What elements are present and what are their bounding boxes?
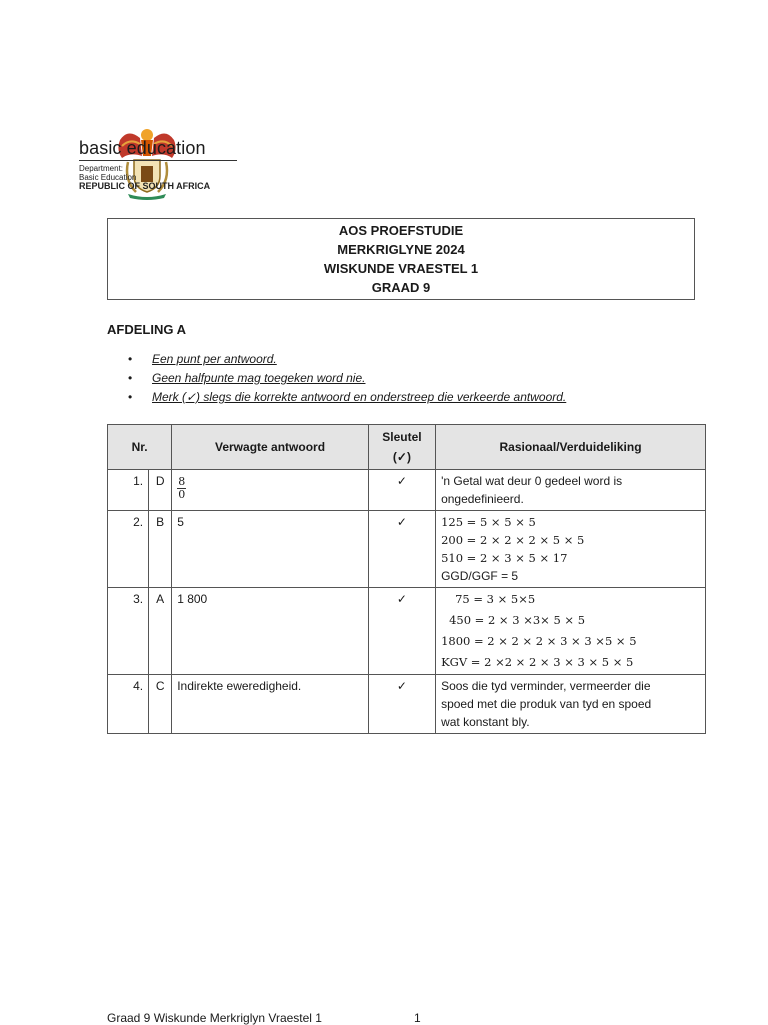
table-row	[108, 675, 706, 734]
header-key-line2: (✓)	[392, 450, 411, 464]
row-answer: Indirekte eweredigheid.	[172, 675, 369, 734]
header-rationale: Rasionaal/Verduideliking	[436, 425, 706, 470]
row-letter: A	[149, 588, 172, 675]
memorandum-table	[107, 424, 706, 734]
table-row	[108, 511, 706, 588]
rationale-line: KGV = 2 ×2 × 2 × 3 × 3 × 5 × 5	[441, 655, 634, 669]
row-letter: B	[149, 511, 172, 588]
row-number: 4.	[108, 675, 149, 734]
header-nr: Nr.	[108, 425, 172, 470]
table-row	[108, 588, 706, 675]
answer-fraction	[177, 476, 186, 501]
rationale-line: GGD/GGF = 5	[441, 569, 519, 583]
row-letter: D	[149, 470, 172, 511]
instruction-item: • Een punt per antwoord.	[128, 350, 688, 369]
header-answer: Verwagte antwoord	[172, 425, 369, 470]
row-answer: 5	[172, 511, 369, 588]
rationale-line: 125 = 5 × 5 × 5	[441, 515, 536, 529]
row-letter: C	[149, 675, 172, 734]
title-line-4: GRAAD 9	[371, 280, 431, 295]
section-title: AFDELING A	[107, 322, 186, 337]
rationale-line: ongedefinieerd.	[441, 492, 524, 506]
row-number: 3.	[108, 588, 149, 675]
instruction-list	[128, 350, 688, 407]
rationale-line: 'n Getal wat deur 0 gedeel word is	[441, 474, 623, 488]
row-rationale	[436, 470, 706, 511]
title-line-2: MERKRIGLYNE 2024	[337, 242, 465, 257]
fraction-numerator: 8	[178, 475, 186, 488]
document-title-box	[107, 218, 695, 300]
rationale-line: 450 = 2 × 3 ×3× 5 × 5	[449, 613, 586, 627]
brand-title: basic education	[79, 138, 206, 158]
row-check: ✓	[368, 675, 435, 734]
row-check: ✓	[368, 470, 435, 511]
rationale-line: Soos die tyd verminder, vermeerder die	[441, 679, 651, 693]
title-line-3: WISKUNDE VRAESTEL 1	[323, 261, 479, 276]
header-key	[368, 425, 435, 470]
row-answer	[172, 470, 369, 511]
row-check: ✓	[368, 588, 435, 675]
row-answer: 1 800	[172, 588, 369, 675]
brand-department-name: Basic Education	[79, 173, 137, 182]
instruction-item: • Geen halfpunte mag toegeken word nie.	[128, 369, 688, 388]
rationale-line: wat konstant bly.	[441, 715, 530, 729]
rationale-line: 75 = 3 × 5×5	[455, 592, 536, 606]
rationale-line: spoed met die produk van tyd en spoed	[441, 697, 652, 711]
header-key-line1: Sleutel	[382, 430, 422, 444]
instruction-item: • Merk (✓) slegs die korrekte antwoord en onderstreep die verkeerde antwoord.	[128, 388, 688, 407]
table-header-row	[108, 425, 706, 470]
brand-country: REPUBLIC OF SOUTH AFRICA	[79, 181, 211, 191]
fraction-denominator: 0	[178, 488, 186, 501]
row-check: ✓	[368, 511, 435, 588]
row-rationale	[436, 675, 706, 734]
rationale-line: 200 = 2 × 2 × 2 × 5 × 5	[441, 533, 585, 547]
row-rationale	[436, 511, 706, 588]
rationale-line: 510 = 2 × 3 × 5 × 17	[441, 551, 568, 565]
brand-department-label: Department:	[79, 164, 124, 173]
table-row	[108, 470, 706, 511]
row-rationale	[436, 588, 706, 675]
brand-divider	[79, 160, 237, 161]
row-number: 2.	[108, 511, 149, 588]
row-number: 1.	[108, 470, 149, 511]
rationale-line: 1800 = 2 × 2 × 2 × 3 × 3 ×5 × 5	[441, 634, 637, 648]
title-line-1: AOS PROEFSTUDIE	[338, 223, 464, 238]
footer-document-name: Graad 9 Wiskunde Merkriglyn Vraestel 1	[107, 1011, 322, 1025]
footer-page-number: 1	[414, 1011, 421, 1025]
